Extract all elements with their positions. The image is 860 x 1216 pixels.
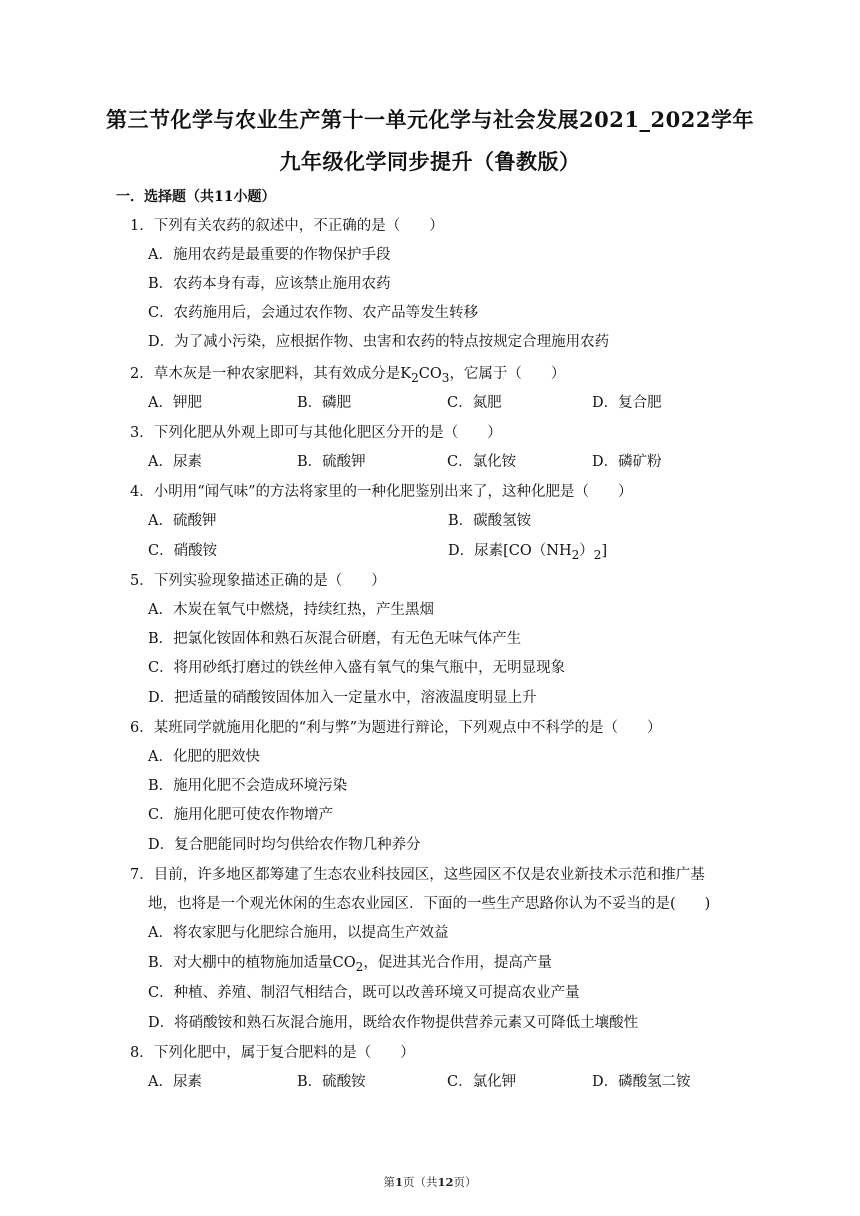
question-1-option-d: D．为了减小污染，应根据作物、虫害和农药的特点按规定合理施用农药 (148, 334, 610, 350)
question-1-option-b: B．农药本身有毒，应该禁止施用农药 (148, 276, 391, 292)
question-7-stem: 7．目前，许多地区都筹建了生态农业科技园区，这些园区不仅是农业新技术示范和推广基 (130, 867, 705, 883)
question-3-option-c: C．氯化铵 (447, 454, 517, 470)
question-2-option-c: C．氮肥 (447, 395, 502, 411)
question-8-option-d: D．磷酸氢二铵 (592, 1074, 691, 1090)
question-7-option-d: D．将硝酸铵和熟石灰混合施用，既给农作物提供营养元素又可降低土壤酸性 (148, 1015, 639, 1031)
question-2-option-d: D．复合肥 (592, 395, 662, 411)
section-heading: 一．选择题（共11小题） (116, 189, 276, 205)
total-page-count: 12 (437, 1175, 454, 1189)
question-5-option-d: D．把适量的硝酸铵固体加入一定量水中，溶液温度明显上升 (148, 690, 537, 706)
question-6-option-b: B．施用化肥不会造成环境污染 (148, 778, 348, 794)
question-8-option-c: C．氯化钾 (447, 1074, 517, 1090)
question-8-option-a: A．尿素 (148, 1074, 202, 1090)
question-8-stem: 8．下列化肥中，属于复合肥料的是（ ） (130, 1045, 415, 1061)
question-5-option-c: C．将用砂纸打磨过的铁丝伸入盛有氧气的集气瓶中，无明显现象 (148, 660, 566, 676)
question-2-option-b: B．磷肥 (297, 395, 352, 411)
question-8-option-b: B．硫酸铵 (297, 1074, 366, 1090)
question-5-option-a: A．木炭在氧气中燃烧，持续红热，产生黑烟 (148, 602, 434, 618)
question-7-option-b: B．对大棚中的植物施加适量$CO_2$，促进其光合作用，提高产量 (148, 955, 552, 974)
question-3-option-d: D．磷矿粉 (592, 454, 662, 470)
question-2-option-a: A．钾肥 (148, 395, 202, 411)
question-6-option-a: A．化肥的肥效快 (148, 749, 260, 765)
document-title-line1: 第三节化学与农业生产第十一单元化学与社会发展2021_2022学年 (106, 107, 754, 132)
question-3-option-b: B．硫酸钾 (297, 454, 366, 470)
question-4-option-c: C．硝酸铵 (148, 543, 218, 559)
question-2-stem: 2．草木灰是一种农家肥料，其有效成分是$K_2CO_3$，它属于（ ） (130, 366, 566, 385)
question-3-stem: 3．下列化肥从外观上即可与其他化肥区分开的是（ ） (130, 425, 502, 441)
page-footer: 第1页（共12页） (383, 1175, 477, 1189)
question-6-option-c: C．施用化肥可使农作物增产 (148, 807, 334, 823)
question-3-option-a: A．尿素 (148, 454, 202, 470)
question-7-stem-continued: 地，也将是一个观光休闲的生态农业园区．下面的一些生产思路你认为不妥当的是( ) (148, 896, 711, 912)
question-5-option-b: B．把氯化铵固体和熟石灰混合研磨，有无色无味气体产生 (148, 631, 522, 647)
question-1-option-a: A．施用农药是最重要的作物保护手段 (148, 247, 391, 263)
question-6-option-d: D．复合肥能同时均匀供给农作物几种养分 (148, 837, 421, 853)
question-4-option-a: A．硫酸钾 (148, 513, 217, 529)
question-1-option-c: C．农药施用后，会通过农作物、农产品等发生转移 (148, 305, 479, 321)
question-6-stem: 6．某班同学就施用化肥的“利与弊”为题进行辩论，下列观点中不科学的是（ ） (130, 720, 662, 736)
question-1-stem: 1．下列有关农药的叙述中，不正确的是（ ） (130, 218, 444, 234)
question-5-stem: 5．下列实验现象描述正确的是（ ） (130, 573, 386, 589)
question-7-option-c: C．种植、养殖、制沼气相结合，既可以改善环境又可提高农业产量 (148, 985, 580, 1001)
current-page-number: 1 (394, 1175, 403, 1189)
question-4-stem: 4．小明用“闻气味”的方法将家里的一种化肥鉴别出来了，这种化肥是（ ） (130, 484, 633, 500)
question-4-option-d: D．尿素$[CO(NH_2)_2]$ (448, 543, 608, 562)
question-7-option-a: A．将农家肥与化肥综合施用，以提高生产效益 (148, 925, 449, 941)
question-4-option-b: B．碳酸氢铵 (448, 513, 532, 529)
document-title-line2: 九年级化学同步提升（鲁教版） (279, 149, 581, 174)
